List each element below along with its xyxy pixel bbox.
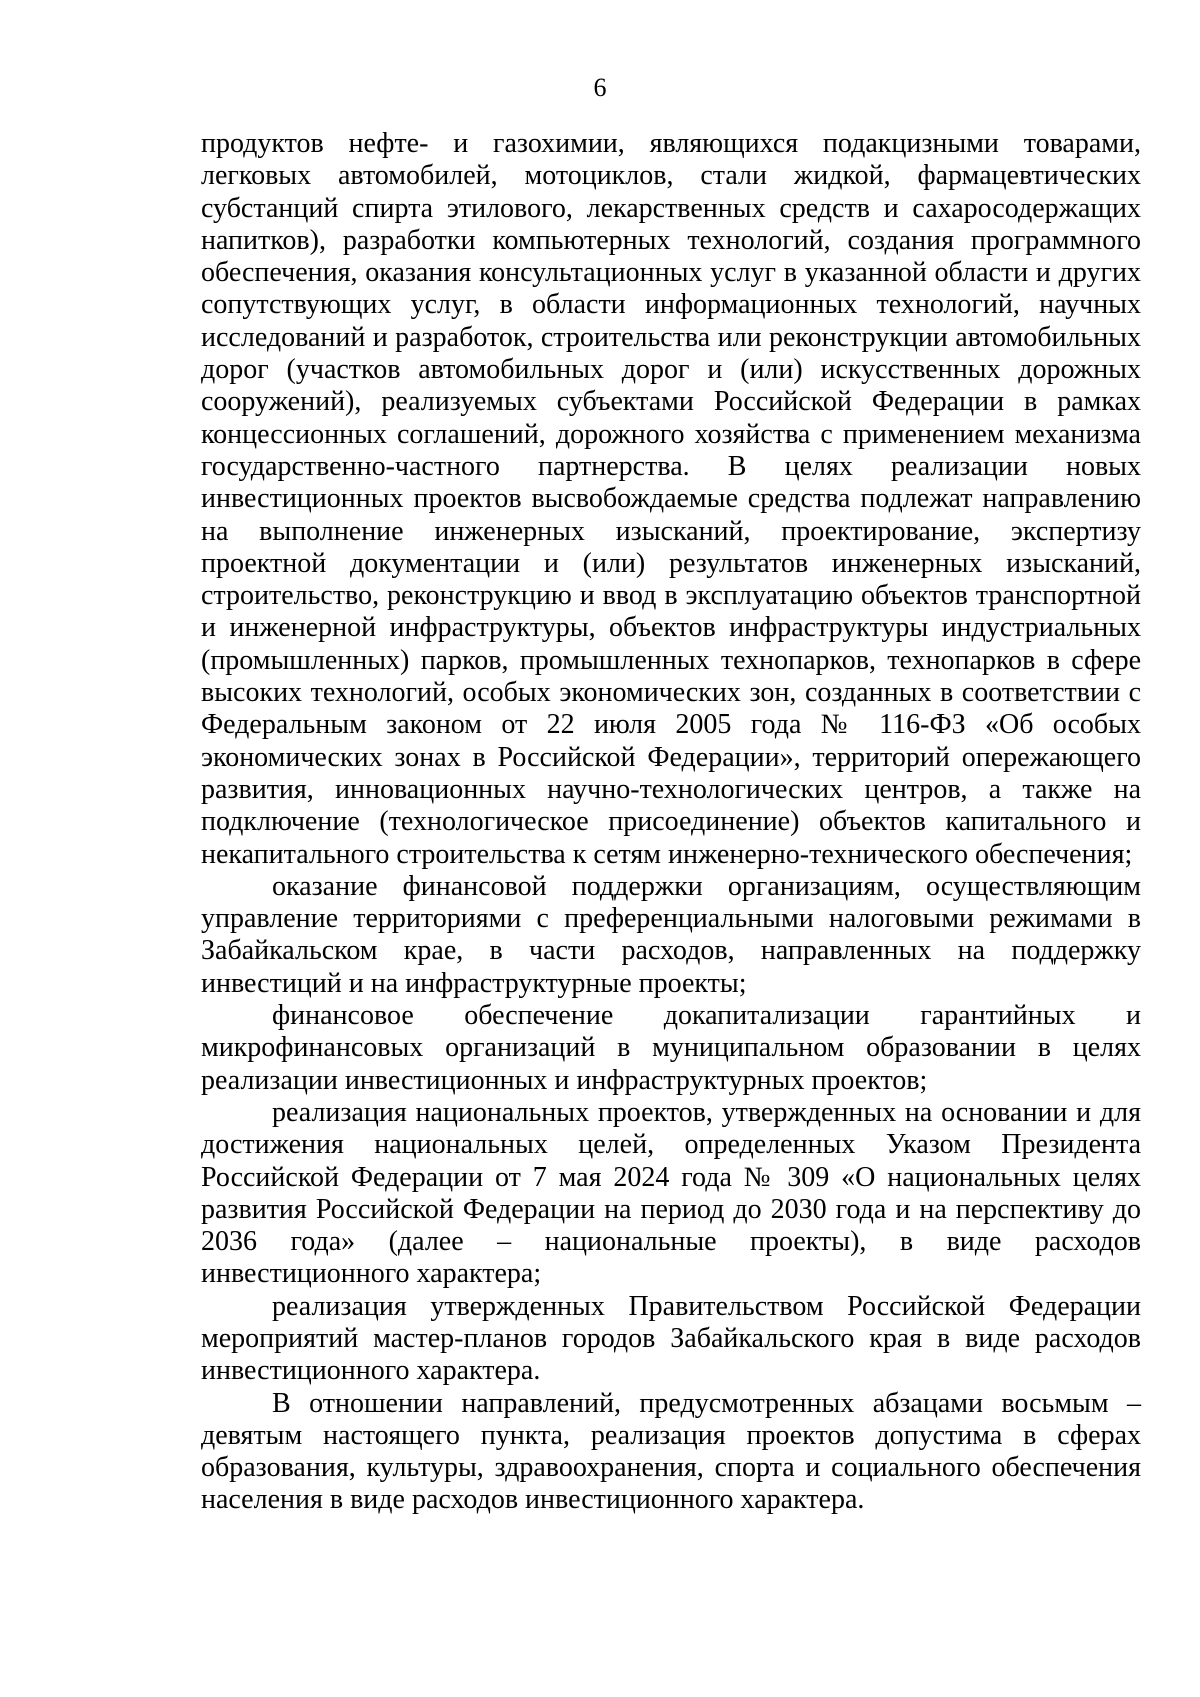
paragraph-financial-support: оказание финансовой поддержки организациям, осуществляющим управление территориями с преференциальными налоговыми режимами в Забайкальском крае, в части расходов, направленных на поддержку инвестиций и на инфраструктурные проекты; — [201, 870, 1141, 999]
paragraph-national-projects: реализация национальных проектов, утвержденных на основании и для достижения национальных целей, определенных Указом Президента Российской Федерации от 7 мая 2024 года № 309 «О национальных целях развития Российской Федерации на период до 2030 года и на перспективу до 2036 года» (далее – национальные проекты), в виде расходов инвестиционного характера; — [201, 1096, 1141, 1290]
document-body — [201, 128, 1141, 1517]
paragraph-recapitalization: финансовое обеспечение докапитализации гарантийных и микрофинансовых организаций в муниципальном образовании в целях реализации инвестиционных и инфраструктурных проектов; — [201, 1000, 1141, 1096]
paragraph-master-plans: реализация утвержденных Правительством Российской Федерации мероприятий мастер-планов городов Забайкальского края в виде расходов инвестиционного характера. — [201, 1290, 1141, 1387]
page-number: 6 — [593, 73, 607, 102]
paragraph-continuation: продуктов нефте- и газохимии, являющихся подакцизными товарами, легковых автомобилей, мотоциклов, стали жидкой, фармацевтических субстанций спирта этилового, лекарственных средств и сахаросодержащих напитков), разработки компьютерных технологий, создания программного обеспечения, оказания консультационных услуг в указанной области и других сопутствующих услуг, в области информационных технологий, научных исследований и разработок, строительства или реконструкции автомобильных дорог (участков автомобильных дорог и (или) искусственных дорожных сооружений), реализуемых субъектами Российской Федерации в рамках концессионных соглашений, дорожного хозяйства с применением механизма государственно-частного партнерства. В целях реализации новых инвестиционных проектов высвобождаемые средства подлежат направлению на выполнение инженерных изысканий, проектирование, экспертизу проектной документации и (или) результатов инженерных изысканий, строительство, реконструкцию и ввод в эксплуатацию объектов транспортной и инженерной инфраструктуры, объектов инфраструктуры индустриальных (промышленных) парков, промышленных технопарков, технопарков в сфере высоких технологий, особых экономических зон, созданных в соответствии с Федеральным законом от 22 июля 2005 года № 116-ФЗ «Об особых экономических зонах в Российской Федерации», территорий опережающего развития, инновационных научно-технологических центров, а также на подключение (технологическое присоединение) объектов капитального и некапитального строительства к сетям инженерно-технического обеспечения; — [201, 128, 1141, 870]
paragraph-scope-note: В отношении направлений, предусмотренных абзацами восьмым – девятым настоящего пункта, реализация проектов допустима в сферах образования, культуры, здравоохранения, спорта и социального обеспечения населения в виде расходов инвестиционного характера. — [201, 1387, 1141, 1516]
